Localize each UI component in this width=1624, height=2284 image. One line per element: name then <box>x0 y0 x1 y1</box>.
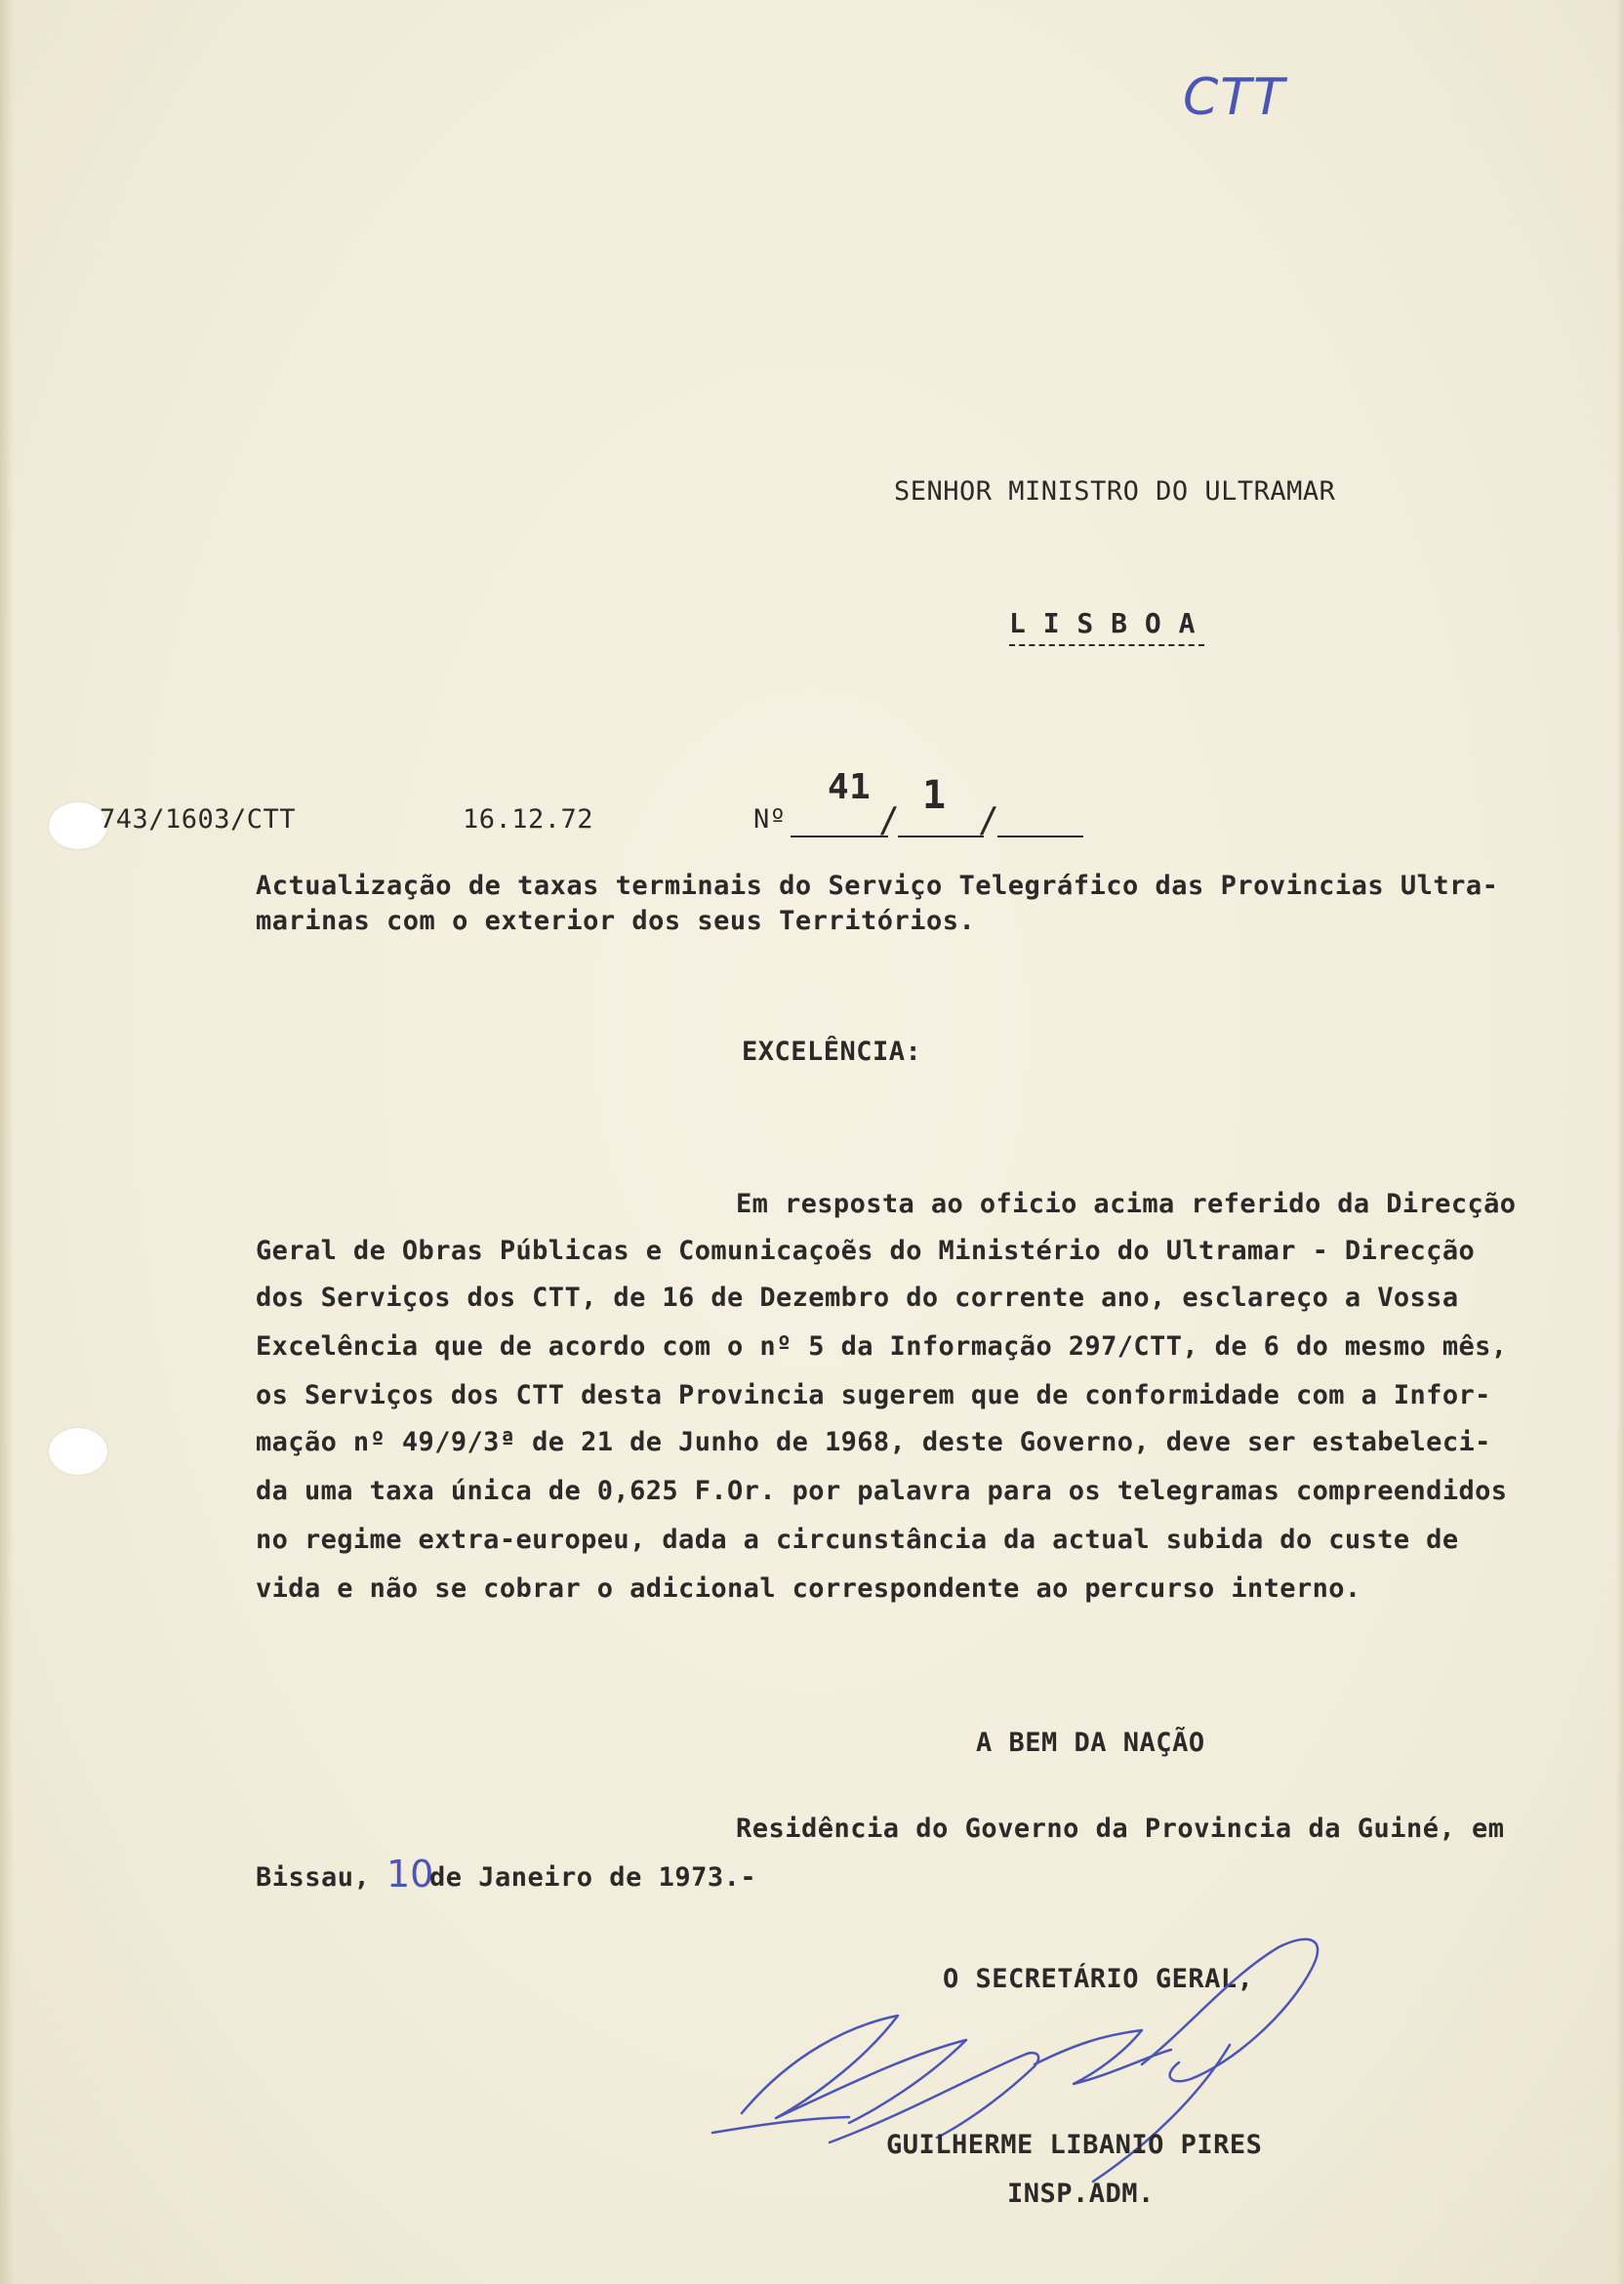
body-line-3: dos Serviços dos CTT, de 16 de Dezembro do corrente ano, esclareço a Vossa <box>256 1283 1459 1313</box>
number-slash-2: / <box>978 800 1000 840</box>
addressee-line: SENHOR MINISTRO DO ULTRAMAR <box>894 476 1336 507</box>
number-label: Nº <box>753 804 787 835</box>
signature-title: O SECRETÁRIO GERAL, <box>943 1964 1254 1994</box>
subject-line-1: Actualização de taxas terminais do Serviço Telegráfico das Provincias Ultra- <box>256 871 1499 901</box>
body-line-9: vida e não se cobrar o adicional correspondente ao percurso interno. <box>256 1573 1361 1604</box>
closing-formula: A BEM DA NAÇÃO <box>976 1728 1205 1758</box>
city-underline <box>1009 644 1204 646</box>
number-blank-2 <box>898 836 984 837</box>
number-blank-1 <box>791 836 888 837</box>
number-value: 41 <box>828 767 872 807</box>
signatory-name: GUILHERME LIBANIO PIRES <box>886 2130 1263 2160</box>
punch-hole-top <box>49 802 107 849</box>
body-line-2: Geral de Obras Públicas e Comunicaçoẽs do Ministério do Ultramar - Direcção <box>256 1236 1476 1266</box>
number-mark: 1 <box>922 773 947 818</box>
body-line-6: mação nº 49/9/3ª de 21 de Junho de 1968, deste Governo, deve ser estabeleci- <box>256 1427 1491 1457</box>
paper-edge-left <box>0 0 14 2284</box>
reference-date: 16.12.72 <box>463 804 594 835</box>
body-line-1: Em resposta ao oficio acima referido da Direcção <box>736 1189 1517 1219</box>
paper-edge-right <box>1616 0 1624 2284</box>
body-line-7: da uma taxa única de 0,625 F.Or. por palavra para os telegramas compreendidos <box>256 1476 1508 1506</box>
reference-code: 743/1603/CTT <box>100 804 297 835</box>
body-line-5: os Serviços dos CTT desta Provincia sugerem que de conformidade com a Infor- <box>256 1380 1491 1410</box>
handwritten-ctt-note: CTT <box>1183 68 1286 127</box>
addressee-city: L I S B O A <box>1009 607 1196 639</box>
handwritten-day: 10 <box>386 1853 434 1896</box>
number-blank-3 <box>997 836 1083 837</box>
salutation: EXCELÊNCIA: <box>742 1037 922 1067</box>
punch-hole-bottom <box>49 1428 107 1475</box>
residence-line-1: Residência do Governo da Provincia da Guiné, em <box>736 1814 1505 1844</box>
body-line-8: no regime extra-europeu, dada a circunstância da actual subida do custe de <box>256 1525 1459 1555</box>
body-line-4: Excelência que de acordo com o nº 5 da Informação 297/CTT, de 6 do mesmo mês, <box>256 1331 1508 1362</box>
signatory-role: INSP.ADM. <box>1007 2179 1155 2209</box>
residence-line-2-prefix: Bissau, <box>256 1862 371 1893</box>
number-slash-1: / <box>878 800 901 840</box>
subject-line-2: marinas com o exterior dos seus Territórios. <box>256 906 976 936</box>
residence-line-2-suffix: de Janeiro de 1973.- <box>429 1862 757 1893</box>
